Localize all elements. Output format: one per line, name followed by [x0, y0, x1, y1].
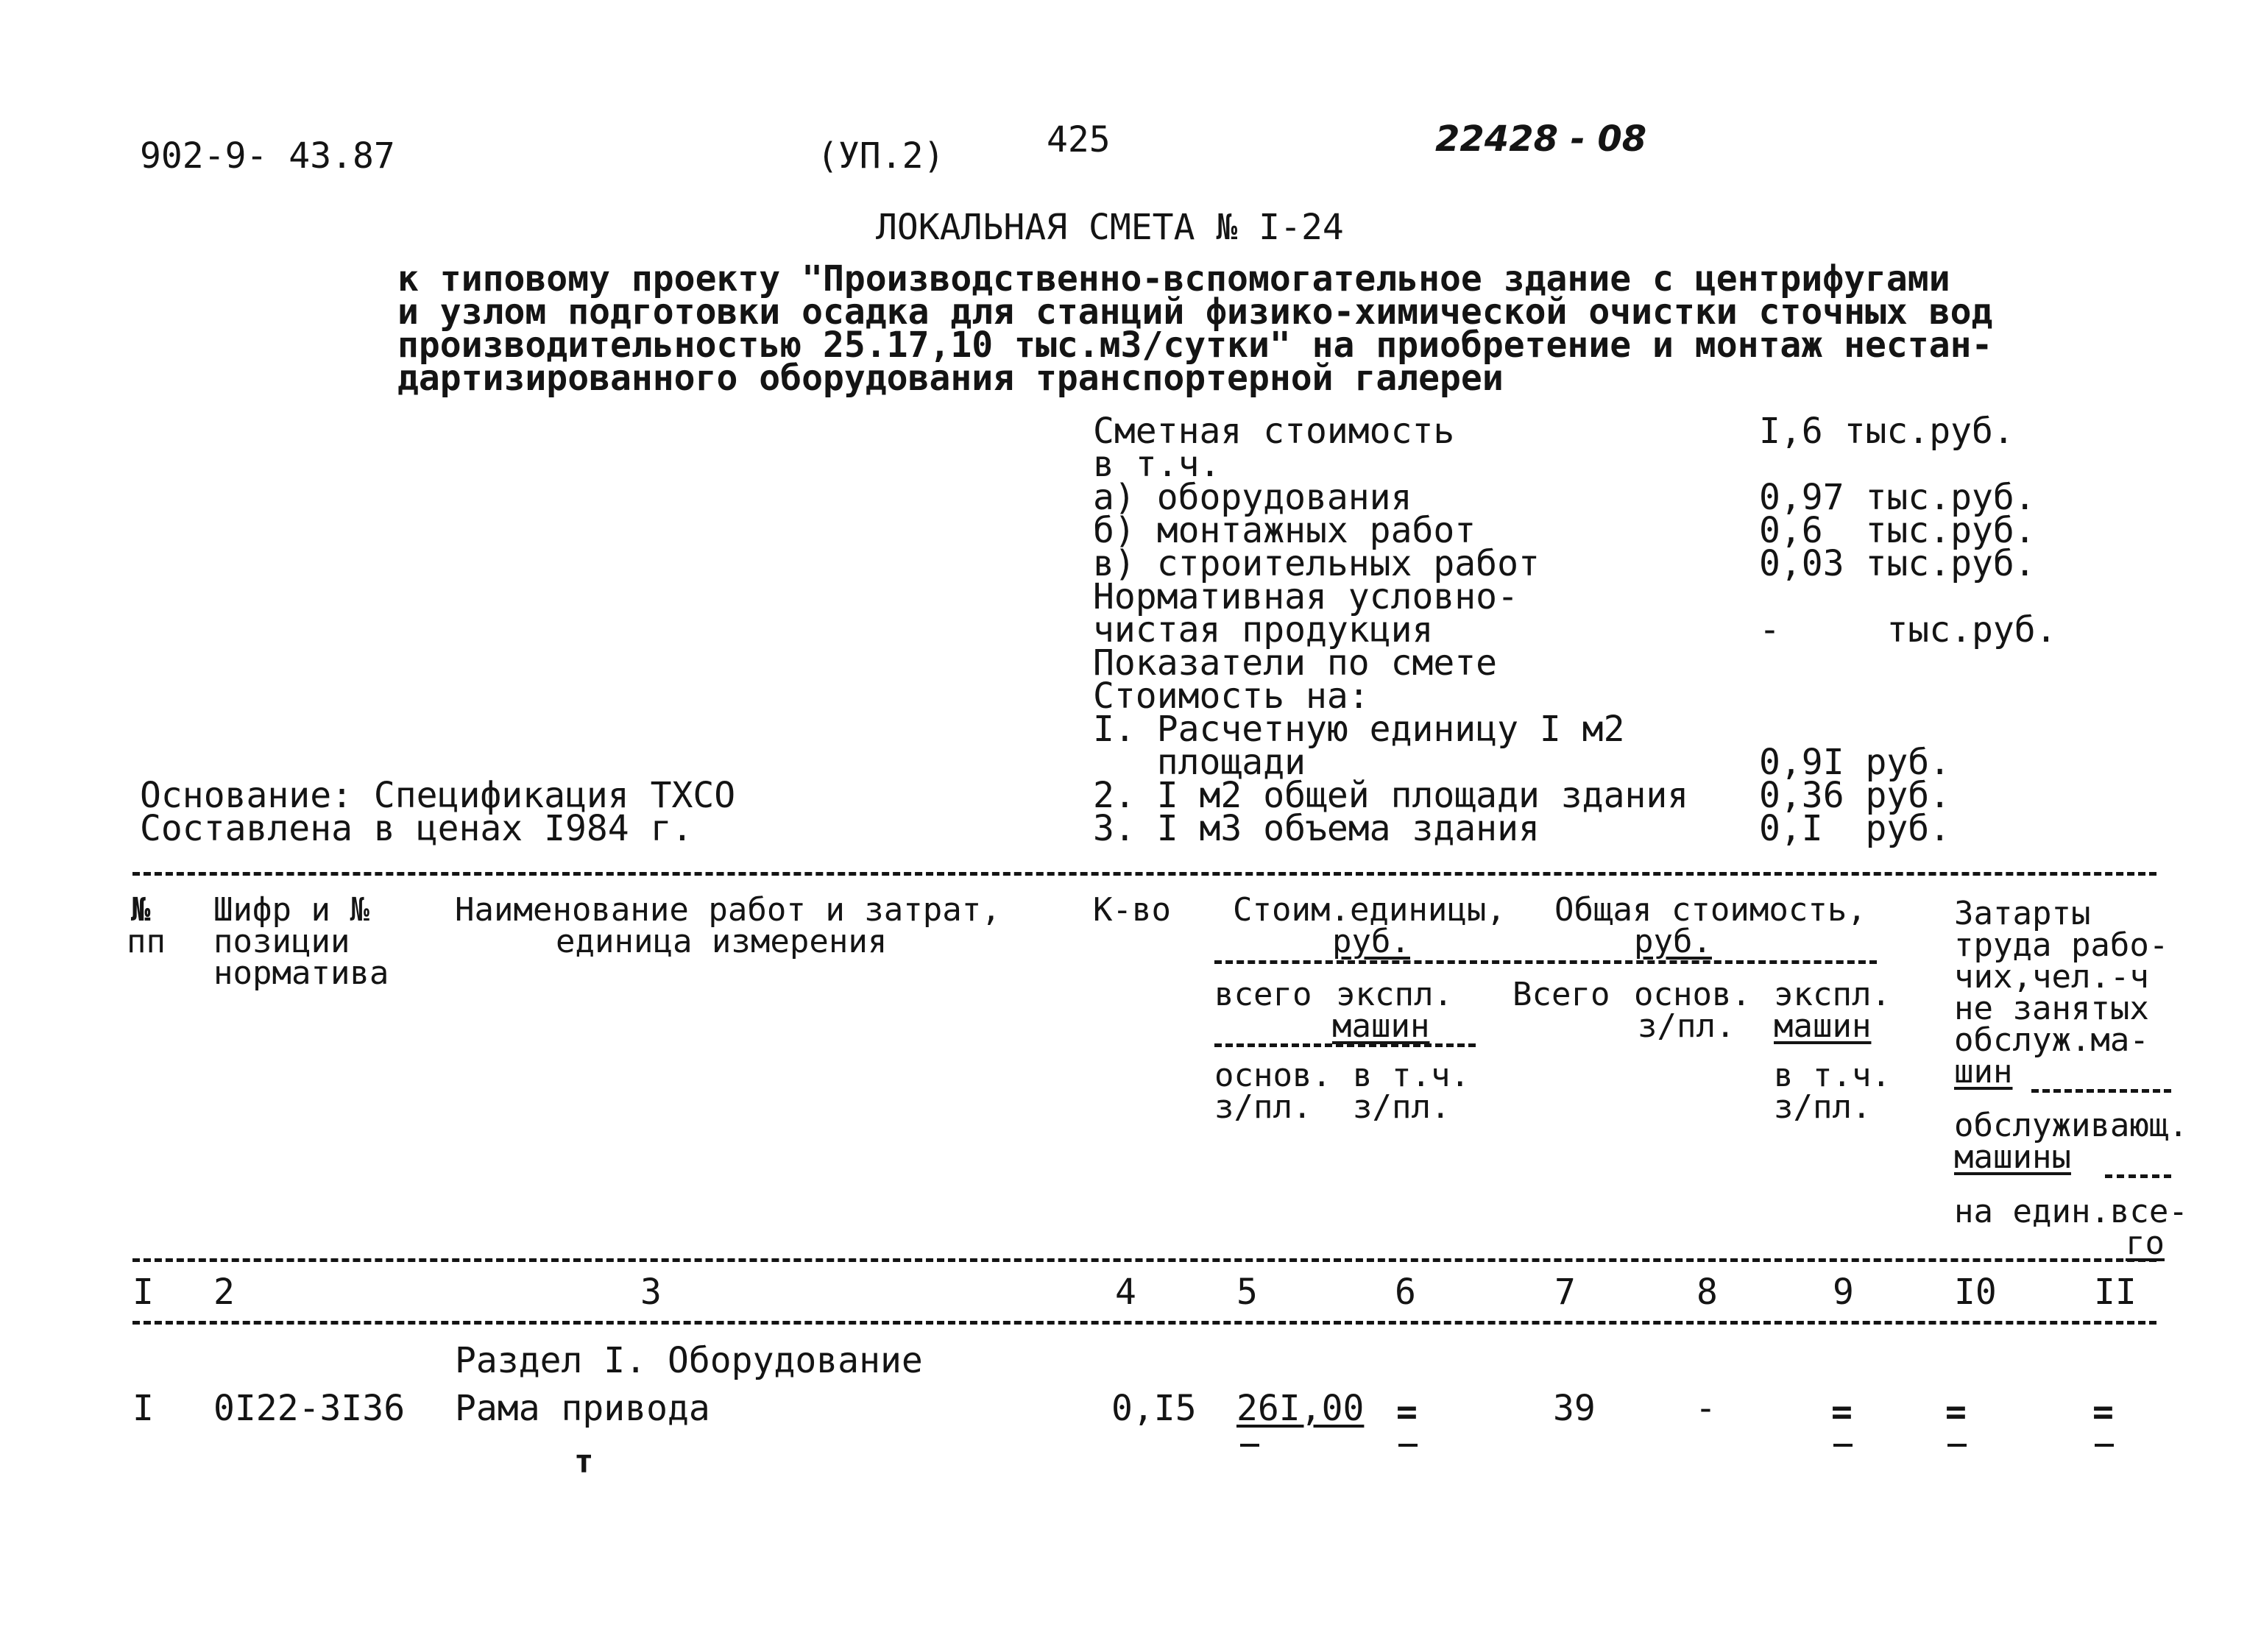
sub-expl-header: машин: [1332, 1007, 1430, 1045]
labor-header: го: [2126, 1224, 2165, 1262]
subheader-rule: [1214, 1043, 1476, 1047]
column-number: 3: [640, 1272, 662, 1313]
album-code: (УП.2): [817, 135, 945, 177]
labor-header: Затарты: [1954, 895, 2091, 932]
labor-header: не занятых: [1954, 990, 2149, 1027]
column-number: 5: [1236, 1272, 1258, 1313]
summary-value: - тыс.руб.: [1759, 609, 2057, 650]
column-number: 2: [213, 1272, 235, 1313]
summary-label: б) монтажных работ: [1093, 510, 1476, 551]
summary-value: I,6 тыс.руб.: [1759, 411, 2014, 452]
empty-value-dash: [1947, 1444, 1967, 1447]
labor-header: обслуживающ.: [1954, 1107, 2188, 1144]
summary-label: Показатели по смете: [1093, 642, 1498, 684]
row-unit-total: 26I,00: [1236, 1388, 1365, 1429]
labor-rule: [2105, 1174, 2171, 1178]
summary-label: Нормативная условно-: [1093, 576, 1518, 617]
col-name-header-sub: единица измерения: [556, 923, 888, 960]
document-title: ЛОКАЛЬНАЯ СМЕТА № I-24: [876, 207, 1344, 248]
summary-label: Стоимость на:: [1093, 676, 1370, 717]
row-qty: 0,I5: [1111, 1388, 1197, 1429]
col-qty-header: К-во: [1093, 891, 1171, 929]
sub-base-header: основ.: [1214, 1057, 1331, 1094]
empty-value-dash: [2095, 1444, 2114, 1447]
column-number: 7: [1554, 1272, 1576, 1313]
labor-header: обслуж.ма-: [1954, 1021, 2149, 1059]
summary-value: 0,97 тыс.руб.: [1759, 477, 2036, 518]
row-labor-unit: =: [1945, 1392, 1967, 1433]
summary-label: 3. I м3 объема здания: [1093, 808, 1540, 849]
column-number: I0: [1954, 1272, 1997, 1313]
subheader-rule: [1214, 960, 1877, 964]
sub-incl-header: з/пл.: [1353, 1088, 1451, 1126]
column-number: 4: [1115, 1272, 1136, 1313]
basis-line: Основание: Спецификация ТХСО: [140, 775, 736, 816]
labor-header: машины: [1954, 1138, 2071, 1176]
col-code-header: позиции: [213, 923, 350, 960]
summary-value: 0,I руб.: [1759, 808, 1951, 849]
empty-value-dash: [1398, 1444, 1418, 1447]
column-number: 9: [1833, 1272, 1854, 1313]
sub-total-header: всего: [1214, 976, 1312, 1013]
row-code: 0I22-3I36: [213, 1388, 406, 1429]
col-no-header-sub: пп: [127, 923, 166, 960]
sub-incl-header: в т.ч.: [1353, 1057, 1470, 1094]
total-cost-header: Общая стоимость,: [1554, 891, 1867, 929]
summary-label: а) оборудования: [1093, 477, 1412, 518]
summary-label: в т.ч.: [1093, 444, 1221, 485]
labor-header: шин: [1954, 1053, 2013, 1091]
column-number: 6: [1395, 1272, 1416, 1313]
col-name-header: Наименование работ и затрат,: [455, 891, 1001, 929]
section-title: Раздел I. Оборудование: [455, 1340, 923, 1381]
row-unit-expl: =: [1396, 1392, 1418, 1433]
labor-header: труда рабо-: [1954, 926, 2169, 964]
description-line-1: к типовому проекту "Производственно-вспомогательное здание с центрифугами: [397, 258, 1950, 299]
column-numbers-rule: [132, 1321, 2156, 1325]
col-no-header: №: [131, 891, 151, 929]
summary-label: площади: [1093, 742, 1306, 783]
labor-rule: [2031, 1089, 2171, 1093]
sub-base2-header: основ.: [1634, 976, 1751, 1013]
summary-value: 0,03 тыс.руб.: [1759, 543, 2036, 584]
total-cost-unit: руб.: [1634, 923, 1712, 960]
row-labor-total: =: [2092, 1392, 2114, 1433]
row-total-base: -: [1695, 1388, 1716, 1429]
doc-code: 902-9- 43.87: [140, 135, 395, 177]
unit-cost-unit: руб.: [1332, 923, 1410, 960]
description-line-2: и узлом подготовки осадка для станций физико-химической очистки сточных вод: [397, 291, 1993, 333]
summary-value: 0,9I руб.: [1759, 742, 1951, 783]
column-number: I: [132, 1272, 154, 1313]
labor-header: чих,чел.-ч: [1954, 958, 2149, 996]
page-number: 425: [1047, 119, 1111, 160]
sub-base-header: з/пл.: [1214, 1088, 1312, 1126]
sub-expl-header: экспл.: [1336, 976, 1453, 1013]
row-total: 39: [1553, 1388, 1596, 1429]
empty-value-dash: [1833, 1444, 1853, 1447]
summary-label: в) строительных работ: [1093, 543, 1540, 584]
summary-label: чистая продукция: [1093, 609, 1434, 650]
prices-line: Составлена в ценах I984 г.: [140, 808, 693, 849]
description-line-4: дартизированного оборудования транспортерной галереи: [397, 358, 1504, 399]
sub-total-header: Всего: [1512, 976, 1610, 1013]
sub-expl2-header: машин: [1774, 1007, 1872, 1045]
unit-cost-header: Стоим.единицы,: [1233, 891, 1506, 929]
row-unit: т: [574, 1443, 594, 1481]
col-code-header: Шифр и №: [213, 891, 369, 929]
summary-label: Сметная стоимость: [1093, 411, 1455, 452]
summary-value: 0,6 тыс.руб.: [1759, 510, 2036, 551]
column-number: II: [2094, 1272, 2137, 1313]
description-line-3: производительностью 25.17,10 тыс.м3/сутки" на приобретение и монтаж нестан-: [397, 325, 1993, 366]
column-number: 8: [1696, 1272, 1718, 1313]
sub-base2-header: з/пл.: [1638, 1007, 1735, 1045]
table-top-rule: [132, 872, 2156, 876]
inventory-number: 22428 - 08: [1435, 118, 1647, 160]
empty-value-dash: [1240, 1444, 1259, 1447]
sub-incl2-header: в т.ч.: [1774, 1057, 1891, 1094]
row-total-expl: =: [1831, 1392, 1853, 1433]
summary-label: 2. I м2 общей площади здания: [1093, 775, 1689, 816]
sub-expl2-header: экспл.: [1774, 976, 1891, 1013]
col-code-header: норматива: [213, 954, 389, 992]
row-name: Рама привода: [455, 1388, 710, 1429]
summary-label: I. Расчетную единицу I м2: [1093, 709, 1625, 750]
sub-incl2-header: з/пл.: [1774, 1088, 1872, 1126]
labor-header: на един.все-: [1954, 1193, 2188, 1230]
summary-value: 0,36 руб.: [1759, 775, 1951, 816]
header-bottom-rule: [132, 1258, 2156, 1262]
row-number: I: [132, 1388, 154, 1429]
